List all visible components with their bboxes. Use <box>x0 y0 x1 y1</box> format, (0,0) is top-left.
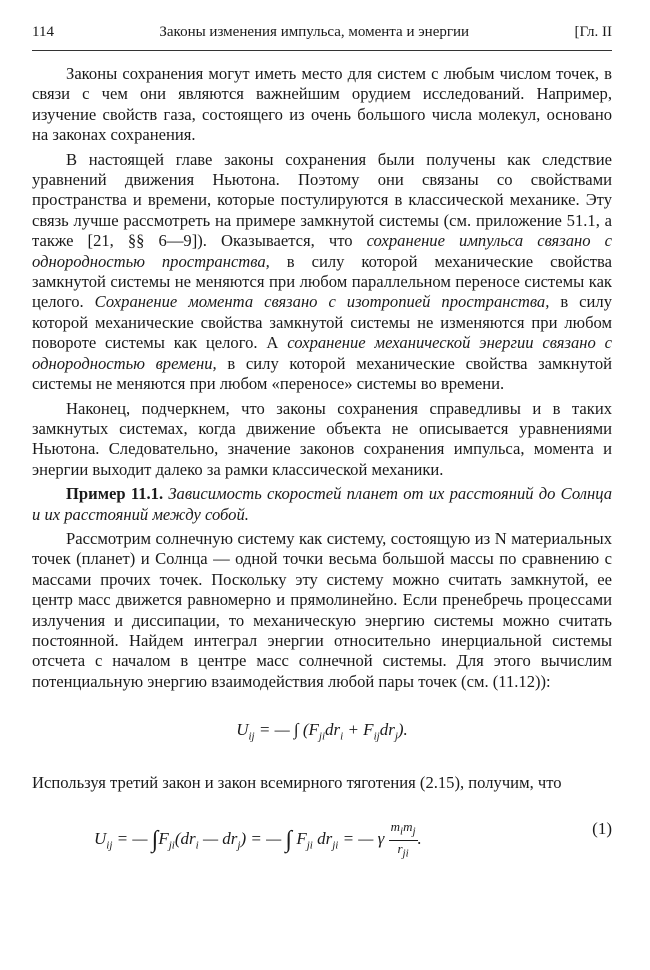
formula-potential-energy: $U_{ij}$ = — ∫ $(F_{ji}dr_i + F_{ij}dr_j)$. <box>236 720 408 743</box>
eq1-fraction: $\frac{m_im_j}{r_{ji}}$ <box>390 819 416 860</box>
page-number: 114 <box>32 24 54 40</box>
example-title: Зависимость скоростей планет от их расстояний до Солнца и их расстояний между собой. <box>32 484 613 524</box>
paragraph-solar-system: Рассмотрим солнечную систему как систему, состоящую из N материальных точек (планет) и Солнца — одной точки весьма большой массы по сравнению с массами прочих точек. Поскольку эту систему можно считать замкнутой, ее центр масс движется равномерно и прямолинейно. Если пренебречь процессами излучения и диссипации, то механическую энергию системы можно считать постоянной. Найдем интеграл энергии относительно инерциальной системы отсчета с началом в центре масс солнечной системы. Для этого вычислим потенциальную энергию взаимодействия любой пары точек (см. (11.12)): <box>32 528 612 691</box>
formula-gravitational-energy: $U_{ij}$ = — $\int F_{ji}(dr_i$ — $dr_j$) = — ∫ $F_{ji}$ $dr_{ji}$ = — γ $\frac{m_im_j}{r_{ji}}$ . (1) <box>94 819 612 860</box>
example-label: Пример 11.1. <box>66 484 164 504</box>
emphasis-momentum-homogeneity: сохранение импульса связано с однородностью пространства, <box>32 231 612 271</box>
paragraph-beyond-newton: Наконец, подчеркнем, что законы сохранения справедливы и в таких замкнутых системах, когда движение объекта не описывается уравнениями Ньютона. Следовательно, значение законов сохранения импульса, момента и энергии выходит далеко за рамки классической механики. <box>32 398 612 479</box>
paragraph-using-third-law: Используя третий закон и закон всемирного тяготения (2.15), получим, что <box>32 772 562 792</box>
running-title: Законы изменения импульса, момента и энергии <box>159 24 470 40</box>
emphasis-angular-momentum-isotropy: Сохранение момента связано с изотропией пространства, <box>94 292 550 312</box>
eq1-lhs: $U_{ij}$ = — $\int F_{ji}(dr_i$ — $dr_j$) = — ∫ $F_{ji}$ $dr_{ji}$ = — γ <box>94 827 389 854</box>
body-text <box>32 64 612 862</box>
paragraph-conservation-laws: Законы сохранения могут иметь место для систем с любым числом точек, в связи с чем они являются важнейшим орудием исследований. Например, изучение свойств газа, состоящего из очень большого числа молекул, основано на законах сохранения. <box>32 64 612 145</box>
header-rule <box>32 50 612 51</box>
paragraph-space-time-symmetry: В настоящей главе законы сохранения были получены как следствие уравнений движения Ньютона. Поэтому они связаны со свойствами пространства и времени, которые постулируются в классической механике. Эту связь лучше рассмотреть на примере замкнутой системы (см. приложение 51.1, а также [21, §§ 6—9]). Оказывается, что сохранение импульса связано с однородностью пространства, в силу которой механические свойства замкнутой системы не меняются при любом параллельном переносе системы как целого. Сохранение момента связано с изотропией пространства, в силу которой механические свойства замкнутой системы не изменяются при любом повороте системы как целого. А сохранение механической энергии связано с однородностью времени, в силу которой механические свойства замкнутой системы не меняются при любом «переносе» системы во времени. <box>32 149 612 394</box>
equation-number: (1) <box>592 819 612 839</box>
emphasis-energy-time-homogeneity: сохранение механической энергии связано с однородностью времени, <box>32 333 612 373</box>
chapter-ref: [Гл. II <box>574 24 612 40</box>
example-heading <box>32 484 612 525</box>
running-header <box>32 24 612 48</box>
